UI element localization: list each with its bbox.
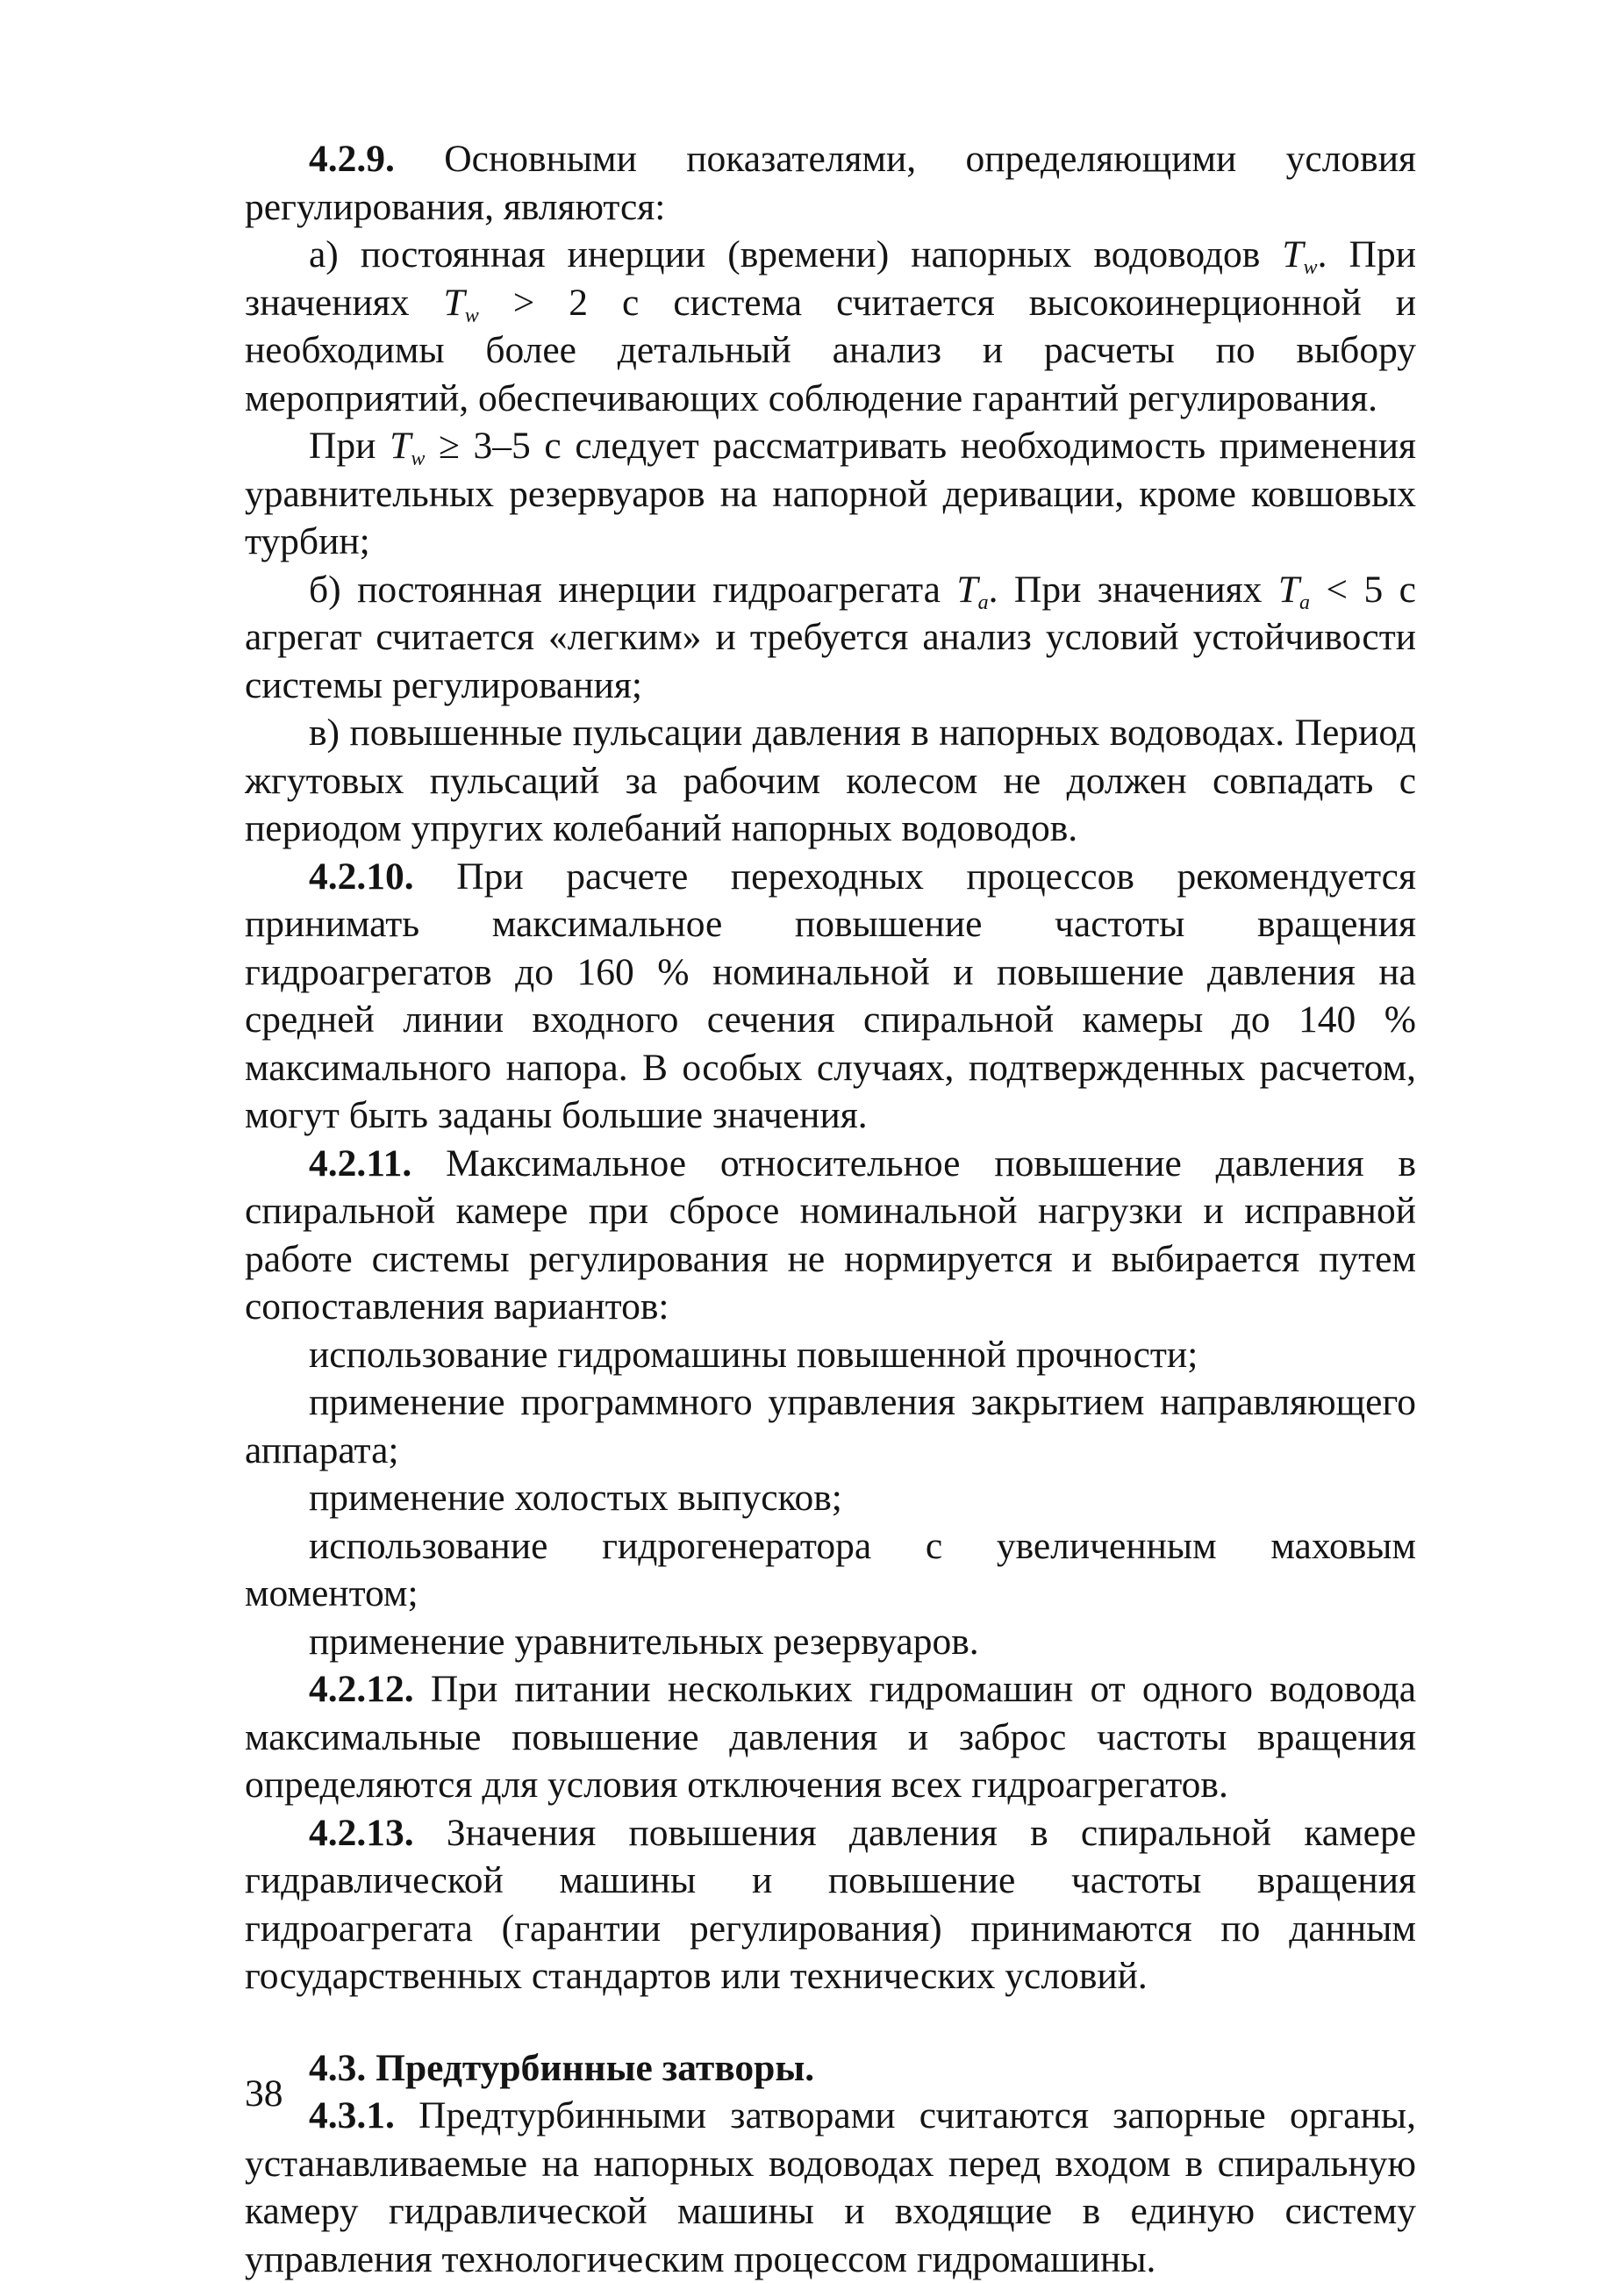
list-item-option: использование гидрогенератора с увеличенным маховым моментом; — [245, 1524, 1416, 1614]
paragraph-4-2-10: 4.2.10. При расчете переходных процессов рекомендуется принимать максимальное повышение частоты вращения гидроагрегатов до 160 % номинальной и повышение давления на средней линии входного сечения спиральной камеры до 140 % максимального напора. В особых случаях, подтвержденных расчетом, могут быть заданы большие значения. — [245, 855, 1416, 1136]
clause-number: 4.2.9. — [309, 138, 395, 180]
paragraph-4-2-13: 4.2.13. Значения повышения давления в спиральной камере гидравлической машины и повышение частоты вращения гидроагрегата (гарантии регулирования) принимаются по данным государственных стандартов или технических условий. — [245, 1811, 1417, 1997]
list-item-option: применение уравнительных резервуаров. — [309, 1620, 979, 1663]
clause-number: 4.2.10. — [309, 855, 414, 898]
paragraph-a: а) постоянная инерции (времени) напорных водоводов $T_w$. При значениях $T_w > 2$ с система считается высокоинерционной и необходимы более детальный анализ и расчеты по выбору мероприятий, обеспечивающих соблюдение гарантий регулирования. — [245, 233, 1417, 419]
clause-number: 4.2.12. — [309, 1668, 414, 1710]
list-item-option: применение программного управления закрытием направляющего аппарата; — [245, 1381, 1416, 1471]
paragraph-v: в) повышенные пульсации давления в напорных водоводах. Период жгутовых пульсаций за рабочим колесом не должен совпадать с периодом упругих колебаний напорных водоводов. — [245, 712, 1416, 849]
paragraph-tw-note: При $T_w \ge 3-5$ с следует рассматривать необходимость применения уравнительных резервуаров на напорной деривации, кроме ковшовых турбин; — [245, 425, 1416, 562]
clause-number: 4.2.13. — [309, 1811, 414, 1854]
body-text — [245, 135, 1416, 2283]
page-number: 38 — [245, 2072, 283, 2115]
clause-number: 4.3.1. — [309, 2094, 395, 2136]
paragraph-b: б) постоянная инерции гидроагрегата $T_a$. При значениях $T_a < 5$ с агрегат считается «легким» и требуется анализ условий устойчивости системы регулирования; — [245, 568, 1416, 706]
list-item-option: применение холостых выпусков; — [309, 1477, 842, 1519]
paragraph-4-2-12: 4.2.12. При питании нескольких гидромашин от одного водовода максимальные повышение давления и заброс частоты вращения определяются для условия отключения всех гидроагрегатов. — [245, 1668, 1417, 1806]
list-item-option: использование гидромашины повышенной прочности; — [309, 1333, 1198, 1376]
paragraph-4-3-1: 4.3.1. Предтурбинными затворами считаются запорные органы, устанавливаемые на напорных водоводах перед входом в спиральную камеру гидравлической машины и входящие в единую систему управления технологическим процессом гидромашины. — [245, 2094, 1416, 2280]
section-heading: 4.3. Предтурбинные затворы. — [309, 2046, 815, 2089]
paragraph-4-2-9: 4.2.9. Основными показателями, определяющими условия регулирования, являются: — [245, 138, 1416, 228]
paragraph-4-2-11: 4.2.11. Максимальное относительное повышение давления в спиральной камере при сбросе номинальной нагрузки и исправной работе системы регулирования не нормируется и выбирается путем сопоставления вариантов: — [245, 1142, 1416, 1328]
clause-number: 4.2.11. — [309, 1142, 412, 1184]
